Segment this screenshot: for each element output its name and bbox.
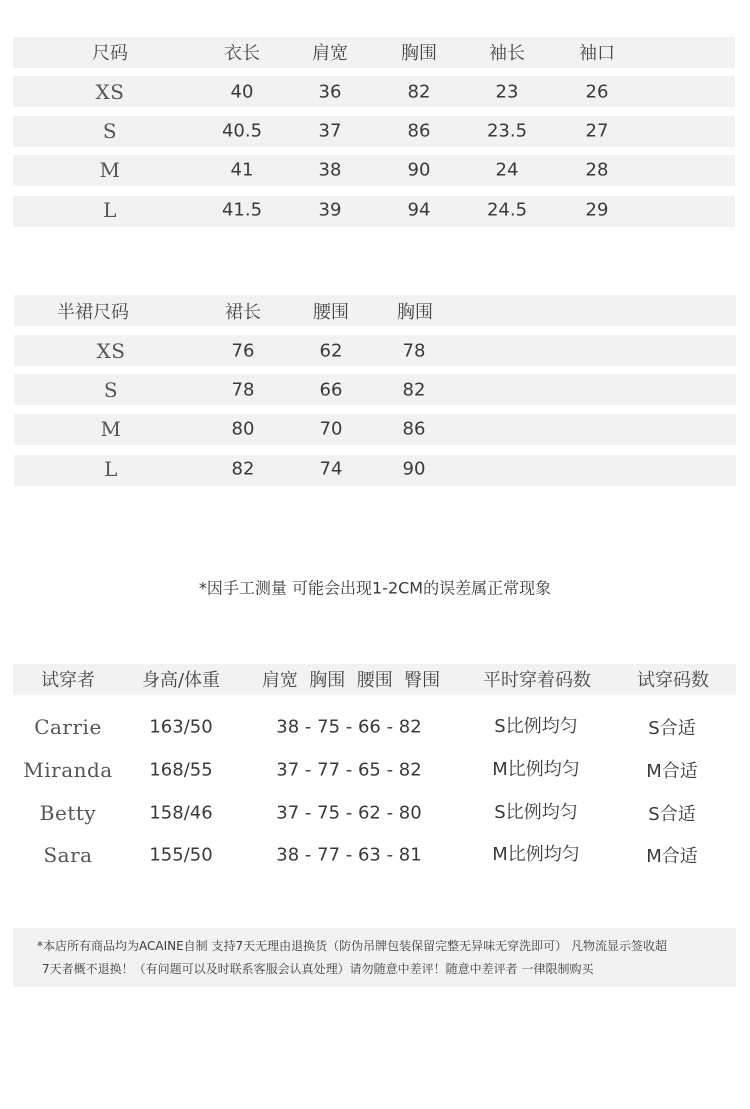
table-cell: 41 [230, 159, 254, 181]
skirt-table-row-band [14, 455, 736, 486]
table-cell: 40 [230, 81, 254, 103]
table-cell: 37 - 75 - 62 - 80 [276, 802, 422, 824]
table-cell: 90 [407, 159, 431, 181]
table-cell: 23 [495, 81, 519, 103]
table-cell: 39 [318, 199, 342, 221]
table-cell: 90 [402, 458, 426, 480]
measurement-note: *因手工测量 可能会出现1-2CM的误差属正常现象 [198, 578, 552, 598]
tryon-table-header: 试穿者 [41, 670, 95, 691]
tryon-table-header: 肩宽 胸围 腰围 臀围 [261, 670, 441, 691]
table-cell: 82 [407, 81, 431, 103]
table-cell: 94 [407, 199, 431, 221]
tryon-table-header: 试穿码数 [637, 670, 709, 691]
size-table-row-band [13, 196, 735, 227]
table-cell: 37 [318, 120, 342, 142]
size-table-header: 尺码 [92, 43, 128, 64]
table-cell: 38 - 75 - 66 - 82 [276, 716, 422, 738]
size-label: XS [96, 339, 126, 363]
tester-name: Betty [39, 801, 97, 825]
skirt-table-header: 腰围 [313, 302, 349, 323]
table-cell: M合适 [646, 761, 698, 782]
table-cell: 86 [402, 418, 426, 440]
table-cell: 24 [495, 159, 519, 181]
return-policy-notice [13, 928, 736, 987]
tryon-table-header: 身高/体重 [141, 670, 221, 691]
table-cell: 86 [407, 120, 431, 142]
skirt-table-row-band [14, 414, 736, 445]
table-cell: 28 [585, 159, 609, 181]
table-cell: M比例均匀 [492, 844, 580, 865]
table-cell: 78 [402, 340, 426, 362]
table-cell: S比例均匀 [494, 716, 578, 737]
size-label: S [102, 119, 118, 143]
size-label: M [100, 417, 122, 441]
table-cell: 36 [318, 81, 342, 103]
skirt-table-row-band [14, 374, 736, 405]
skirt-table-header: 裙长 [225, 302, 261, 323]
table-cell: 76 [231, 340, 255, 362]
return-policy-line: 7天者概不退换！（有问题可以及时联系客服会认真处理）请勿随意中差评！随意中差评者 一律限制购买 [42, 962, 594, 976]
table-cell: 38 - 77 - 63 - 81 [276, 844, 422, 866]
size-label: M [99, 158, 121, 182]
size-label: S [103, 378, 119, 402]
tester-name: Sara [43, 843, 93, 867]
table-cell: 74 [319, 458, 343, 480]
table-cell: M比例均匀 [492, 759, 580, 780]
size-table-row-band [13, 116, 735, 147]
table-cell: S合适 [648, 804, 696, 825]
table-cell: S合适 [648, 718, 696, 739]
table-cell: 40.5 [221, 120, 263, 142]
table-cell: 27 [585, 120, 609, 142]
table-cell: M合适 [646, 846, 698, 867]
table-cell: 26 [585, 81, 609, 103]
size-table-header: 袖口 [579, 43, 615, 64]
size-table-header: 衣长 [224, 43, 260, 64]
tryon-table-header: 平时穿着码数 [483, 670, 591, 691]
size-table-row-band [13, 155, 735, 186]
size-label: XS [95, 80, 125, 104]
tester-name: Miranda [23, 758, 113, 782]
table-cell: 38 [318, 159, 342, 181]
size-table-header: 肩宽 [312, 43, 348, 64]
table-cell: 155/50 [149, 844, 213, 866]
table-cell: 62 [319, 340, 343, 362]
size-label: L [104, 457, 118, 481]
table-cell: 41.5 [221, 199, 263, 221]
table-cell: 23.5 [486, 120, 528, 142]
table-cell: 82 [231, 458, 255, 480]
size-table-header: 袖长 [489, 43, 525, 64]
size-table-header: 胸围 [401, 43, 437, 64]
table-cell: 37 - 77 - 65 - 82 [276, 759, 422, 781]
size-label: L [103, 198, 117, 222]
table-cell: 29 [585, 199, 609, 221]
table-cell: 80 [231, 418, 255, 440]
skirt-table-header: 半裙尺码 [57, 302, 129, 323]
table-cell: S比例均匀 [494, 802, 578, 823]
skirt-table-header: 胸围 [397, 302, 433, 323]
return-policy-line: *本店所有商品均为ACAINE自制 支持7天无理由退换货（防伪吊牌包装保留完整无异味无穿洗即可） 凡物流显示签收超 [37, 939, 667, 953]
table-cell: 163/50 [149, 716, 213, 738]
table-cell: 66 [319, 379, 343, 401]
table-cell: 158/46 [149, 802, 213, 824]
table-cell: 82 [402, 379, 426, 401]
table-cell: 24.5 [486, 199, 528, 221]
table-cell: 168/55 [149, 759, 213, 781]
table-cell: 78 [231, 379, 255, 401]
tester-name: Carrie [34, 715, 102, 739]
table-cell: 70 [319, 418, 343, 440]
